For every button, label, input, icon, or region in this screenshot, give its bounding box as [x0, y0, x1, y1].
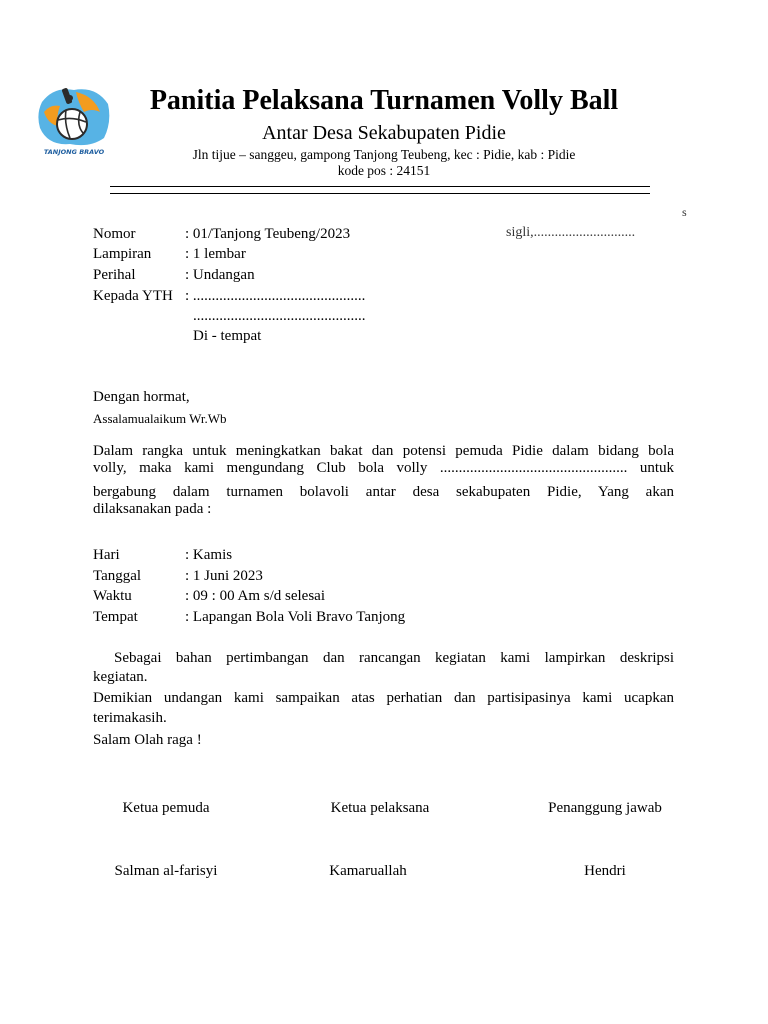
paragraph-line: terimakasih. — [93, 710, 167, 726]
paragraph-line: Dalam rangka untuk meningkatkan bakat dan potensi pemuda Pidie dalam bidang bola — [93, 443, 674, 459]
address-line: Jln tijue – sanggeu, gampong Tanjong Teubeng, kec : Pidie, kab : Pidie — [192, 147, 576, 162]
hari-value: : Kamis — [185, 547, 233, 563]
signature-name-ketua-pemuda: Salman al-farisyi — [114, 863, 218, 879]
waktu-label: Waktu — [93, 588, 132, 604]
header-divider-thick — [110, 186, 650, 187]
signature-name-ketua-pelaksana: Kamaruallah — [329, 863, 407, 879]
paragraph-line: Demikian undangan kami sampaikan atas perhatian dan partisipasinya kami ucapkan — [93, 690, 674, 706]
closing: Salam Olah raga ! — [93, 732, 202, 748]
paragraph-line: Sebagai bahan pertimbangan dan rancangan kegiatan kami lampirkan deskripsi — [114, 650, 674, 666]
kepada-tempat: Di - tempat — [193, 328, 262, 344]
tempat-label: Tempat — [93, 609, 138, 625]
tanggal-value: : 1 Juni 2023 — [185, 568, 263, 584]
org-title: Panitia Pelaksana Turnamen Volly Ball — [149, 85, 619, 116]
signature-name-penanggung-jawab: Hendri — [584, 863, 626, 879]
waktu-value: : 09 : 00 Am s/d selesai — [185, 588, 325, 604]
paragraph-line: volly, maka kami mengundang Club bola volly .................................................. untuk — [93, 460, 674, 476]
signature-title-penanggung-jawab: Penanggung jawab — [548, 800, 662, 816]
corner-mark: s — [682, 205, 687, 219]
signature-title-ketua-pemuda: Ketua pemuda — [122, 800, 210, 816]
address-block — [0, 147, 768, 179]
org-subtitle: Antar Desa Sekabupaten Pidie — [262, 122, 506, 144]
kepada-value-line2: .............................................. — [193, 308, 366, 324]
nomor-value: : 01/Tanjong Teubeng/2023 — [185, 226, 351, 242]
tempat-value: : Lapangan Bola Voli Bravo Tanjong — [185, 609, 406, 625]
logo-text: TANJONG BRAVO — [43, 148, 105, 156]
hari-label: Hari — [93, 547, 120, 563]
salam: Assalamualaikum Wr.Wb — [93, 411, 227, 426]
paragraph-line: dilaksanakan pada : — [93, 501, 212, 517]
header-divider-thin — [110, 193, 650, 194]
lampiran-label: Lampiran — [93, 246, 152, 262]
perihal-label: Perihal — [93, 267, 136, 283]
paragraph-line: kegiatan. — [93, 669, 148, 685]
nomor-label: Nomor — [93, 226, 136, 242]
paragraph-line: bergabung dalam turnamen bolavoli antar desa sekabupaten Pidie, Yang akan — [93, 484, 674, 500]
postal-code: kode pos : 24151 — [337, 163, 431, 178]
greeting: Dengan hormat, — [93, 389, 190, 405]
lampiran-value: : 1 lembar — [185, 246, 246, 262]
perihal-value: : Undangan — [185, 267, 255, 283]
tanggal-label: Tanggal — [93, 568, 142, 584]
kepada-label: Kepada YTH — [93, 288, 173, 304]
kepada-value: : .............................................. — [185, 288, 366, 304]
place-date: sigli,............................. — [506, 225, 636, 240]
signature-title-ketua-pelaksana: Ketua pelaksana — [330, 800, 430, 816]
